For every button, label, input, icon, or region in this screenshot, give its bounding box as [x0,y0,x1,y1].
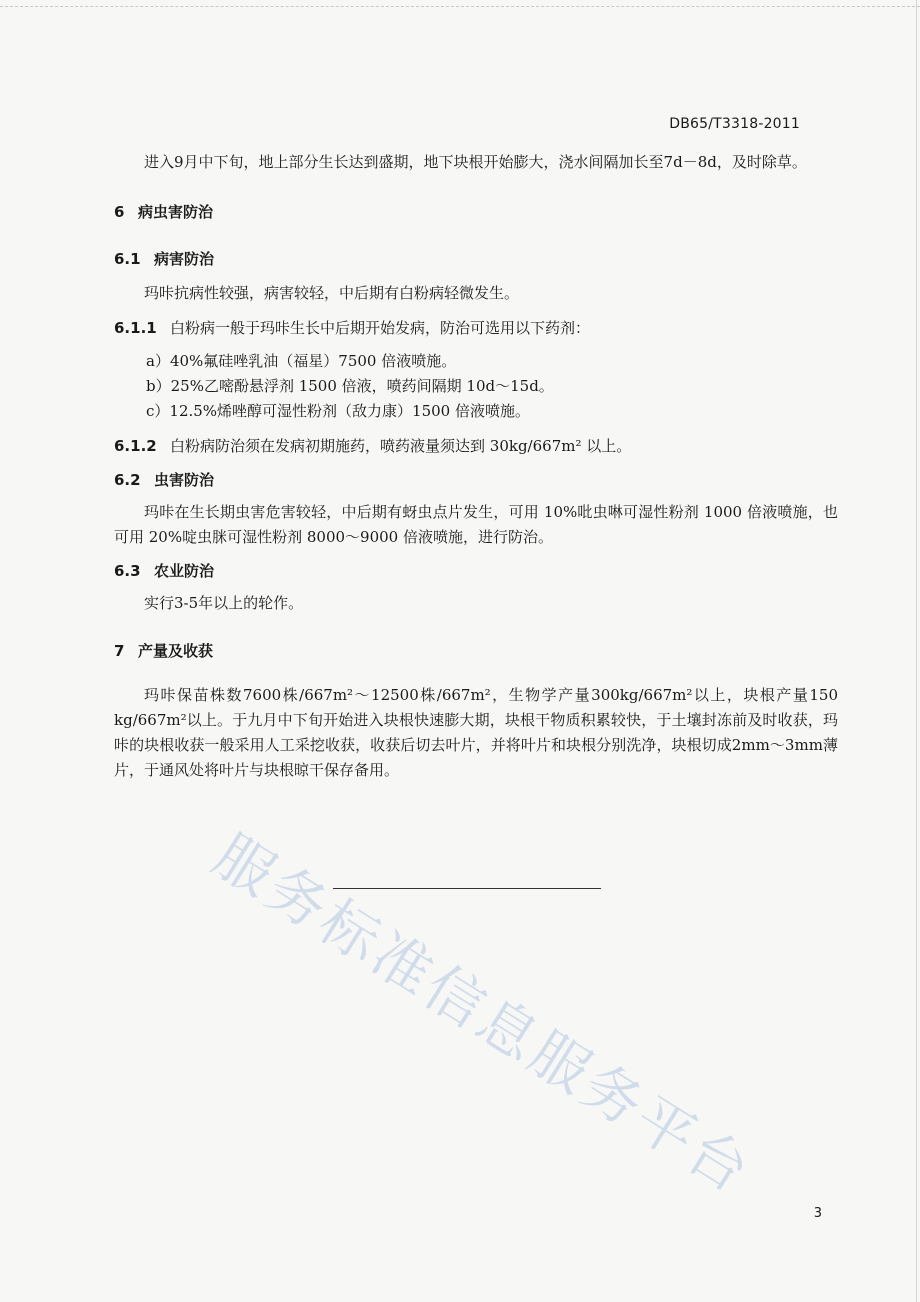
clause-number: 6.1.2 [114,437,157,455]
section-title: 产量及收获 [138,642,214,660]
clause-number: 6.1.1 [114,319,157,337]
document-body [114,150,838,783]
scan-edge-right [916,0,917,1302]
page-number: 3 [813,1206,822,1221]
section-6-3-paragraph: 实行3-5年以上的轮作。 [144,594,304,612]
section-7-heading [114,640,838,661]
list-item: b）25%乙嘧酚悬浮剂 1500 倍液，喷药间隔期 10d～15d。 [146,377,554,395]
section-title: 病害防治 [154,250,215,268]
section-number: 6 [114,203,125,221]
section-7-paragraph: 玛咔保苗株数7600株/667m²～12500株/667m²，生物学产量300kg/667m²以上，块根产量150 kg/667m²以上。于九月中下旬开始进入块根快速膨大期，块根干物质积累较快，于土壤封冻前及时收获，玛咔的块根收获一般采用人工采挖收获，收获后切去叶片，并将叶片和块根分别洗净，块根切成2mm～3mm薄片，于通风处将叶片与块根晾干保存备用。 [114,686,838,779]
list-item: c）12.5%烯唑醇可湿性粉剂（敌力康）1500 倍液喷施。 [146,402,530,420]
clause-text: 白粉病防治须在发病初期施药，喷药液量须达到 30kg/667m² 以上。 [170,437,632,455]
section-6-3-heading [114,560,838,581]
section-number: 7 [114,642,125,660]
section-number: 6.2 [114,471,141,489]
intro-paragraph: 进入9月中下旬，地上部分生长达到盛期，地下块根开始膨大，浇水间隔加长至7d－8d，及时除草。 [144,153,807,171]
section-6-2-heading [114,469,838,490]
clause-6-1-2 [114,434,838,459]
section-6-1-heading [114,248,838,269]
end-rule [333,888,601,889]
section-title: 农业防治 [154,562,215,580]
section-number: 6.1 [114,250,141,268]
pesticide-list [114,349,838,424]
section-6-2-paragraph: 玛咔在生长期虫害危害较轻，中后期有蚜虫点片发生，可用 10%吡虫啉可湿性粉剂 1000 倍液喷施，也可用 20%啶虫脒可湿性粉剂 8000～9000 倍液喷施，进行防治。 [114,503,838,546]
section-title: 虫害防治 [154,471,215,489]
clause-6-1-1 [114,316,838,341]
scan-edge-top [0,0,920,7]
clause-text: 白粉病一般于玛咔生长中后期开始发病，防治可选用以下药剂： [170,319,591,337]
section-number: 6.3 [114,562,141,580]
section-title: 病虫害防治 [138,203,214,221]
watermark: 服务标准信息服务平台 [202,821,764,1208]
section-6-heading [114,201,838,222]
section-6-1-paragraph: 玛咔抗病性较强，病害较轻，中后期有白粉病轻微发生。 [144,284,520,302]
document-code: DB65/T3318-2011 [669,116,800,132]
list-item: a）40%氟硅唑乳油（福星）7500 倍液喷施。 [146,352,457,370]
